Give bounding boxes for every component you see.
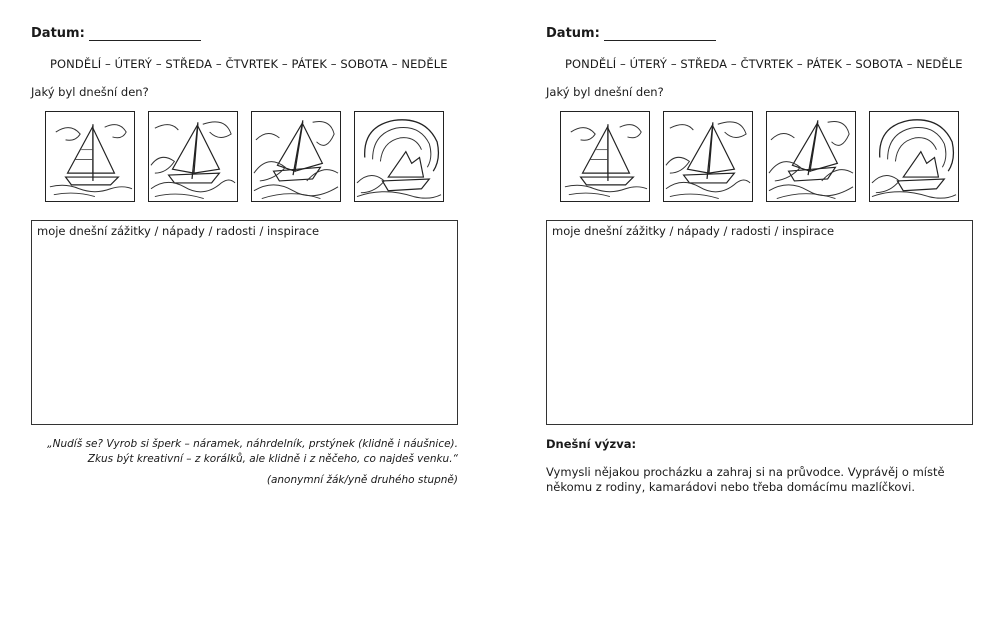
mood-images — [560, 111, 959, 202]
sailboat-rough-icon[interactable] — [766, 111, 856, 202]
notes-box[interactable] — [31, 220, 458, 425]
notes-box[interactable] — [546, 220, 973, 425]
notes-box-label: moje dnešní zážitky / nápady / radosti / inspirace — [552, 224, 835, 238]
date-blank-line[interactable] — [89, 29, 201, 41]
mood-question: Jaký byl dnešní den? — [546, 85, 664, 99]
date-field — [31, 26, 201, 41]
mood-images — [45, 111, 444, 202]
sailboat-calm-icon[interactable] — [560, 111, 650, 202]
sailboat-storm-icon[interactable] — [869, 111, 959, 202]
notes-box-label: moje dnešní zážitky / nápady / radosti / inspirace — [37, 224, 320, 238]
date-label: Datum: — [546, 26, 600, 41]
challenge-title: Dnešní výzva: — [546, 437, 637, 451]
quote-author: (anonymní žák/yně druhého stupně) — [266, 474, 458, 486]
diary-page-left — [31, 0, 461, 626]
quote — [38, 437, 458, 467]
quote-line: Zkus být kreativní – z korálků, ale klidně i z něčeho, co najdeš venku.“ — [87, 453, 458, 465]
challenge-line: Vymysli nějakou procházku a zahraj si na průvodce. Vyprávěj o místě — [546, 465, 945, 479]
date-label: Datum: — [31, 26, 85, 41]
date-blank-line[interactable] — [604, 29, 716, 41]
weekday-list: PONDĚLÍ – ÚTERÝ – STŘEDA – ČTVRTEK – PÁTEK – SOBOTA – NEDĚLE — [565, 57, 963, 71]
date-field — [546, 26, 716, 41]
challenge-line: někomu z rodiny, kamarádovi nebo třeba domácímu mazlíčkovi. — [546, 480, 916, 494]
sailboat-windy-icon[interactable] — [663, 111, 753, 202]
mood-question: Jaký byl dnešní den? — [31, 85, 149, 99]
quote-line: „Nudíš se? Vyrob si šperk – náramek, náhrdelník, prstýnek (klidně i náušnice). — [47, 438, 458, 450]
sailboat-windy-icon[interactable] — [148, 111, 238, 202]
sailboat-calm-icon[interactable] — [45, 111, 135, 202]
sailboat-rough-icon[interactable] — [251, 111, 341, 202]
diary-page-right — [546, 0, 976, 626]
weekday-list: PONDĚLÍ – ÚTERÝ – STŘEDA – ČTVRTEK – PÁTEK – SOBOTA – NEDĚLE — [50, 57, 448, 71]
sailboat-storm-icon[interactable] — [354, 111, 444, 202]
challenge-text — [546, 465, 966, 495]
